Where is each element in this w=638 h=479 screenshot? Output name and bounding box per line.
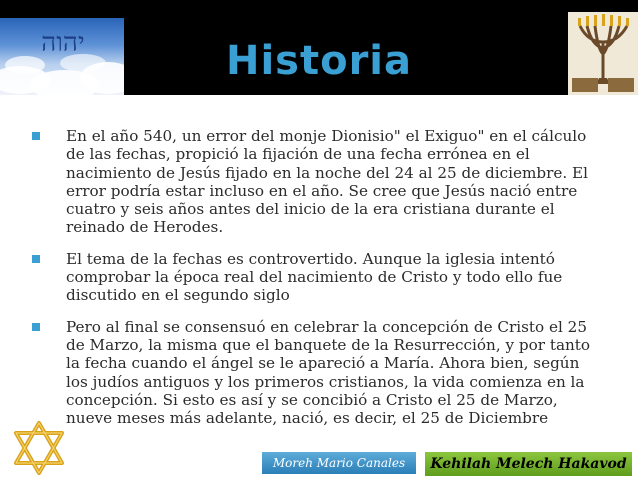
content-area [32, 127, 597, 440]
bullet-text: El tema de la fechas es controvertido. Aunque la iglesia intentó comprobar la época real del nacimiento de Cristo y todo ello fue discutido en el segundo siglo [66, 249, 563, 305]
bullet-marker-icon [32, 255, 40, 263]
bullet-text: En el año 540, un error del monje Dionisio" el Exiguo" en el cálculo de las fechas, propició la fijación de una fecha errónea en el nacimiento de Jesús fijado en la noche del 24 al 25 de diciembre. El error podría estar incluso en el año. Se cree que Jesús nació entre cuatro y seis años antes del inicio de la era cristiana durante el reinado de Herodes. [66, 127, 588, 237]
bullet-item [32, 127, 597, 237]
bullet-marker-icon [32, 323, 40, 331]
bullet-marker-icon [32, 132, 40, 140]
bullet-item [32, 250, 597, 305]
author-label: Moreh Mario Canales [262, 452, 416, 474]
bullet-text: Pero al final se consensuó en celebrar la concepción de Cristo el 25 de Marzo, la misma que el banquete de la Resurrección, y por tanto la fecha cuando el ángel se le apareció a María. Ahora bien, según los judíos antiguos y los primeros cristianos, la vida comienza en la concepción. Si esto es así y se concibió a Cristo el 25 de Marzo, nueve meses más adelante, nació, es decir, el 25 de Diciembre [66, 317, 591, 428]
page-title: Historia [225, 38, 413, 84]
star-of-david-icon [10, 419, 68, 477]
community-label: Kehilah Melech Hakavod [425, 452, 632, 476]
bullet-item [32, 318, 597, 428]
yhwh-text: יהוה [41, 28, 85, 58]
